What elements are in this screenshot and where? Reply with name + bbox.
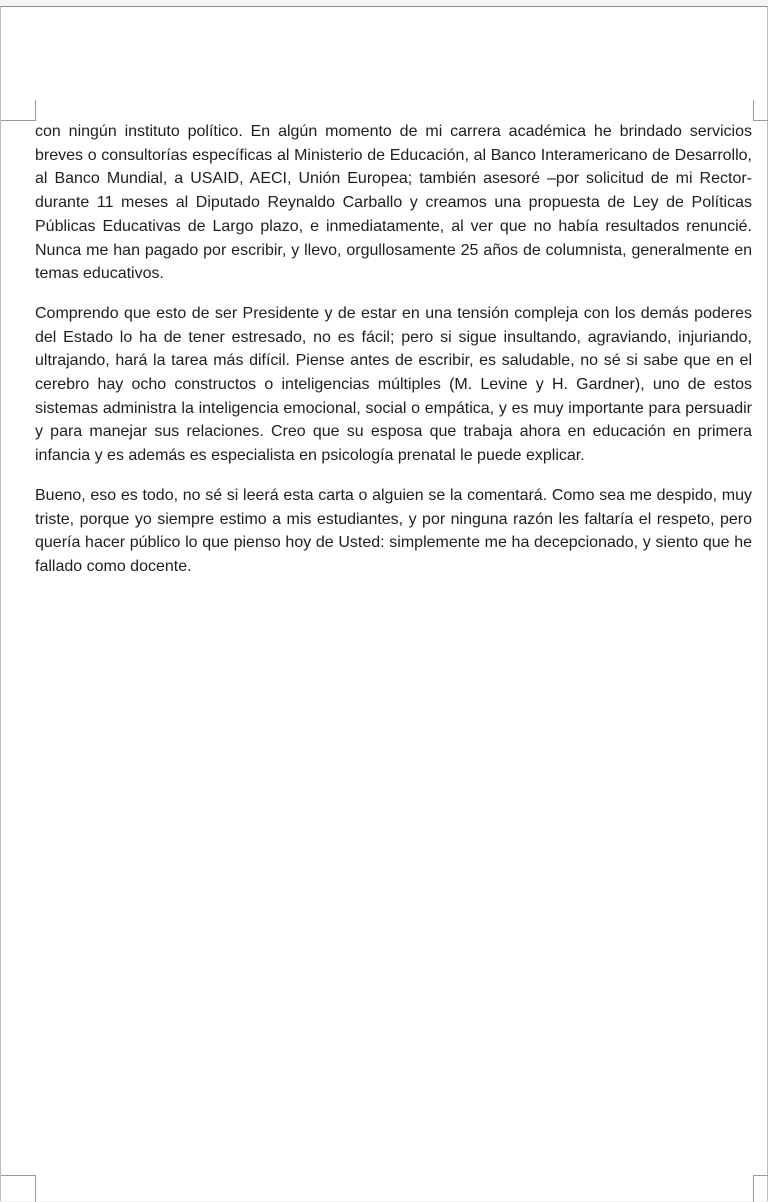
- margin-marker-bottom-left: [1, 1175, 36, 1202]
- document-body[interactable]: [35, 120, 752, 595]
- margin-marker-top-right: [753, 100, 768, 121]
- margin-marker-top-left: [1, 100, 36, 121]
- paragraph-3[interactable]: Bueno, eso es todo, no sé si leerá esta carta o alguien se la comentará. Como sea me despido, muy triste, porque yo siempre estimo a mis estudiantes, y por ninguna razón les faltaría el respeto, pero quería hacer público lo que pienso hoy de Usted: simplemente me ha decepcionado, y siento que he fallado como docente.: [35, 486, 752, 575]
- document-page: [0, 6, 768, 1201]
- paragraph-2[interactable]: Comprendo que esto de ser Presidente y de estar en una tensión compleja con los demás poderes del Estado lo ha de tener estresado, no es fácil; pero si sigue insultando, agraviando, injuriando, ultrajando, hará la tarea más difícil. Piense antes de escribir, es saludable, no sé si sabe que en el cerebro hay ocho constructos o inteligencias múltiples (M. Levine y H. Gardner), uno de estos sistemas administra la inteligencia emocional, social o empática, y es muy importante para persuadir y para manejar sus relaciones. Creo que su esposa que trabaja ahora en educación en primera infancia y es además es especialista en psicología prenatal le puede explicar.: [35, 304, 752, 465]
- paragraph-1[interactable]: con ningún instituto político. En algún momento de mi carrera académica he brindado servicios breves o consultorías específicas al Ministerio de Educación, al Banco Interamericano de Desarrollo, al Banco Mundial, a USAID, AECI, Unión Europea; también asesoré –por solicitud de mi Rector- durante 11 meses al Diputado Reynaldo Carballo y creamos una propuesta de Ley de Políticas Públicas Educativas de Largo plazo, e inmediatamente, al ver que no había resultados renuncié. Nunca me han pagado por escribir, y llevo, orgullosamente 25 años de columnista, generalmente en temas educativos.: [35, 123, 752, 283]
- margin-marker-bottom-right: [753, 1175, 768, 1202]
